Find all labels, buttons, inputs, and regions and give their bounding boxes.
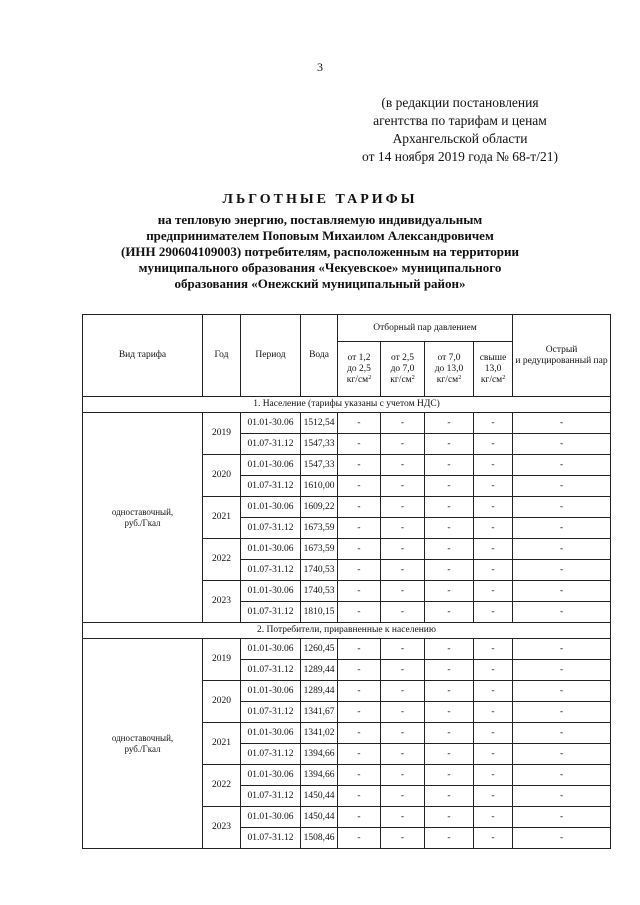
dash-cell: -	[425, 455, 474, 476]
dash-cell: -	[381, 434, 425, 455]
subtitle-line: образования «Онежский муниципальный район»	[174, 276, 466, 291]
header-pressure-1	[338, 342, 381, 397]
header-water: Вода	[301, 315, 338, 397]
dash-cell: -	[338, 786, 381, 807]
water-value-cell: 1289,44	[301, 660, 338, 681]
year-cell: 2023	[203, 581, 241, 623]
tariffs-body	[83, 397, 611, 849]
dash-cell: -	[381, 455, 425, 476]
dash-cell: -	[338, 744, 381, 765]
period-cell: 01.07-31.12	[241, 702, 301, 723]
water-value-cell: 1547,33	[301, 434, 338, 455]
tariffs-table	[82, 314, 611, 849]
dash-cell: -	[513, 702, 611, 723]
dash-cell: -	[513, 744, 611, 765]
dash-cell: -	[474, 602, 513, 623]
water-value-cell: 1547,33	[301, 455, 338, 476]
dash-cell: -	[338, 560, 381, 581]
header-sharp-line: и редуцированный пар	[515, 355, 608, 366]
dash-cell: -	[338, 476, 381, 497]
header-sharp-line: Острый	[545, 344, 578, 355]
period-cell: 01.01-30.06	[241, 539, 301, 560]
edition-line: от 14 ноября 2019 года № 68-т/21)	[362, 149, 558, 164]
water-value-cell: 1610,00	[301, 476, 338, 497]
dash-cell: -	[381, 828, 425, 849]
dash-cell: -	[513, 434, 611, 455]
dash-cell: -	[338, 497, 381, 518]
period-cell: 01.07-31.12	[241, 518, 301, 539]
tariff-type-cell	[83, 413, 203, 623]
water-value-cell: 1289,44	[301, 681, 338, 702]
subtitle-line: на тепловую энергию, поставляемую индивидуальным	[157, 212, 483, 227]
dash-cell: -	[474, 560, 513, 581]
year-cell: 2023	[203, 807, 241, 849]
header-pressure-2	[381, 342, 425, 397]
subtitle-line: предпринимателем Поповым Михаилом Александровичем	[146, 228, 494, 243]
dash-cell: -	[474, 786, 513, 807]
dash-cell: -	[381, 786, 425, 807]
pressure-line: свыше	[479, 352, 507, 363]
table-row	[83, 639, 611, 660]
document-subtitle	[40, 212, 600, 292]
water-value-cell: 1450,44	[301, 807, 338, 828]
pressure-line: от 1,2	[347, 352, 371, 363]
dash-cell: -	[474, 681, 513, 702]
dash-cell: -	[513, 539, 611, 560]
dash-cell: -	[381, 476, 425, 497]
header-steam-group: Отборный пар давлением	[338, 315, 513, 342]
section-row	[83, 397, 611, 413]
dash-cell: -	[474, 581, 513, 602]
dash-cell: -	[338, 581, 381, 602]
period-cell: 01.01-30.06	[241, 455, 301, 476]
dash-cell: -	[425, 581, 474, 602]
subtitle-line: муниципального образования «Чекуевское» муниципального	[138, 260, 502, 275]
dash-cell: -	[474, 744, 513, 765]
year-cell: 2022	[203, 765, 241, 807]
period-cell: 01.01-30.06	[241, 639, 301, 660]
tariff-type-line: руб./Гкал	[124, 743, 161, 754]
dash-cell: -	[381, 539, 425, 560]
dash-cell: -	[425, 765, 474, 786]
pressure-unit: $кг/см^2$	[480, 374, 506, 385]
header-pressure-3	[425, 342, 474, 397]
dash-cell: -	[425, 639, 474, 660]
dash-cell: -	[338, 602, 381, 623]
page-number: 3	[317, 60, 323, 74]
water-value-cell: 1512,54	[301, 413, 338, 434]
dash-cell: -	[425, 744, 474, 765]
dash-cell: -	[513, 476, 611, 497]
pressure-line: до 13,0	[434, 363, 464, 374]
dash-cell: -	[474, 828, 513, 849]
period-cell: 01.07-31.12	[241, 602, 301, 623]
dash-cell: -	[425, 807, 474, 828]
period-cell: 01.01-30.06	[241, 581, 301, 602]
dash-cell: -	[513, 828, 611, 849]
edition-line: Архангельской области	[392, 131, 528, 146]
dash-cell: -	[425, 497, 474, 518]
year-cell: 2021	[203, 497, 241, 539]
dash-cell: -	[513, 639, 611, 660]
dash-cell: -	[338, 828, 381, 849]
water-value-cell: 1673,59	[301, 539, 338, 560]
year-cell: 2020	[203, 455, 241, 497]
dash-cell: -	[474, 497, 513, 518]
dash-cell: -	[474, 807, 513, 828]
dash-cell: -	[513, 807, 611, 828]
dash-cell: -	[425, 786, 474, 807]
dash-cell: -	[474, 476, 513, 497]
header-sharp-steam	[513, 315, 611, 397]
dash-cell: -	[474, 434, 513, 455]
dash-cell: -	[338, 639, 381, 660]
dash-cell: -	[425, 681, 474, 702]
dash-cell: -	[381, 702, 425, 723]
water-value-cell: 1341,02	[301, 723, 338, 744]
water-value-cell: 1260,45	[301, 639, 338, 660]
dash-cell: -	[338, 455, 381, 476]
dash-cell: -	[425, 702, 474, 723]
dash-cell: -	[425, 660, 474, 681]
dash-cell: -	[338, 807, 381, 828]
pressure-line: до 2,5	[347, 363, 371, 374]
dash-cell: -	[425, 828, 474, 849]
water-value-cell: 1508,46	[301, 828, 338, 849]
pressure-line: от 7,0	[437, 352, 461, 363]
water-value-cell: 1740,53	[301, 581, 338, 602]
dash-cell: -	[338, 434, 381, 455]
dash-cell: -	[474, 723, 513, 744]
dash-cell: -	[338, 539, 381, 560]
dash-cell: -	[474, 518, 513, 539]
dash-cell: -	[381, 581, 425, 602]
water-value-cell: 1394,66	[301, 744, 338, 765]
pressure-line: до 7,0	[390, 363, 415, 374]
period-cell: 01.07-31.12	[241, 560, 301, 581]
period-cell: 01.01-30.06	[241, 497, 301, 518]
dash-cell: -	[338, 518, 381, 539]
dash-cell: -	[474, 455, 513, 476]
dash-cell: -	[381, 765, 425, 786]
header-year: Год	[203, 315, 241, 397]
pressure-line: от 2,5	[390, 352, 415, 363]
dash-cell: -	[474, 639, 513, 660]
dash-cell: -	[513, 681, 611, 702]
dash-cell: -	[425, 723, 474, 744]
dash-cell: -	[338, 765, 381, 786]
water-value-cell: 1810,15	[301, 602, 338, 623]
dash-cell: -	[425, 518, 474, 539]
document-title: ЛЬГОТНЫЕ ТАРИФЫ	[222, 192, 418, 207]
section-title: 1. Население (тарифы указаны с учетом НДС)	[83, 397, 611, 413]
dash-cell: -	[381, 497, 425, 518]
water-value-cell: 1394,66	[301, 765, 338, 786]
table-row	[83, 413, 611, 434]
edition-line: агентства по тарифам и ценам	[373, 113, 547, 128]
tariff-type-cell	[83, 639, 203, 849]
header-period: Период	[241, 315, 301, 397]
period-cell: 01.07-31.12	[241, 744, 301, 765]
water-value-cell: 1450,44	[301, 786, 338, 807]
period-cell: 01.07-31.12	[241, 476, 301, 497]
dash-cell: -	[381, 413, 425, 434]
dash-cell: -	[513, 660, 611, 681]
dash-cell: -	[513, 723, 611, 744]
header-row	[83, 315, 611, 342]
year-cell: 2019	[203, 639, 241, 681]
dash-cell: -	[474, 413, 513, 434]
water-value-cell: 1341,67	[301, 702, 338, 723]
dash-cell: -	[474, 702, 513, 723]
dash-cell: -	[513, 602, 611, 623]
dash-cell: -	[513, 765, 611, 786]
section-title: 2. Потребители, приравненные к населению	[83, 623, 611, 639]
dash-cell: -	[425, 539, 474, 560]
dash-cell: -	[425, 476, 474, 497]
dash-cell: -	[338, 660, 381, 681]
dash-cell: -	[381, 602, 425, 623]
dash-cell: -	[381, 744, 425, 765]
pressure-unit: $кг/см^2$	[436, 374, 462, 385]
edition-line: (в редакции постановления	[381, 95, 539, 110]
period-cell: 01.01-30.06	[241, 723, 301, 744]
dash-cell: -	[513, 581, 611, 602]
year-cell: 2022	[203, 539, 241, 581]
dash-cell: -	[513, 413, 611, 434]
header-tariff-type: Вид тарифа	[83, 315, 203, 397]
dash-cell: -	[513, 786, 611, 807]
dash-cell: -	[513, 518, 611, 539]
period-cell: 01.01-30.06	[241, 681, 301, 702]
header-pressure-4	[474, 342, 513, 397]
dash-cell: -	[474, 660, 513, 681]
dash-cell: -	[513, 497, 611, 518]
dash-cell: -	[338, 702, 381, 723]
dash-cell: -	[513, 560, 611, 581]
tariff-type-line: одноставочный,	[111, 506, 174, 517]
dash-cell: -	[381, 639, 425, 660]
dash-cell: -	[381, 660, 425, 681]
water-value-cell: 1609,22	[301, 497, 338, 518]
edition-note	[330, 94, 590, 166]
dash-cell: -	[338, 413, 381, 434]
water-value-cell: 1673,59	[301, 518, 338, 539]
year-cell: 2021	[203, 723, 241, 765]
period-cell: 01.07-31.12	[241, 660, 301, 681]
period-cell: 01.01-30.06	[241, 807, 301, 828]
dash-cell: -	[425, 413, 474, 434]
dash-cell: -	[513, 455, 611, 476]
dash-cell: -	[381, 560, 425, 581]
dash-cell: -	[338, 681, 381, 702]
dash-cell: -	[381, 681, 425, 702]
period-cell: 01.07-31.12	[241, 786, 301, 807]
dash-cell: -	[338, 723, 381, 744]
year-cell: 2020	[203, 681, 241, 723]
water-value-cell: 1740,53	[301, 560, 338, 581]
dash-cell: -	[425, 434, 474, 455]
pressure-line: 13,0	[484, 363, 502, 374]
dash-cell: -	[474, 539, 513, 560]
period-cell: 01.07-31.12	[241, 434, 301, 455]
dash-cell: -	[474, 765, 513, 786]
pressure-unit: $кг/см^2$	[346, 374, 372, 385]
dash-cell: -	[381, 518, 425, 539]
dash-cell: -	[425, 602, 474, 623]
dash-cell: -	[381, 723, 425, 744]
subtitle-line: (ИНН 290604109003) потребителям, расположенным на территории	[120, 244, 519, 259]
period-cell: 01.01-30.06	[241, 765, 301, 786]
dash-cell: -	[381, 807, 425, 828]
period-cell: 01.07-31.12	[241, 828, 301, 849]
year-cell: 2019	[203, 413, 241, 455]
tariff-type-line: одноставочный,	[111, 732, 174, 743]
section-row	[83, 623, 611, 639]
period-cell: 01.01-30.06	[241, 413, 301, 434]
dash-cell: -	[425, 560, 474, 581]
tariff-type-line: руб./Гкал	[124, 517, 161, 528]
pressure-unit: $кг/см^2$	[390, 374, 415, 385]
